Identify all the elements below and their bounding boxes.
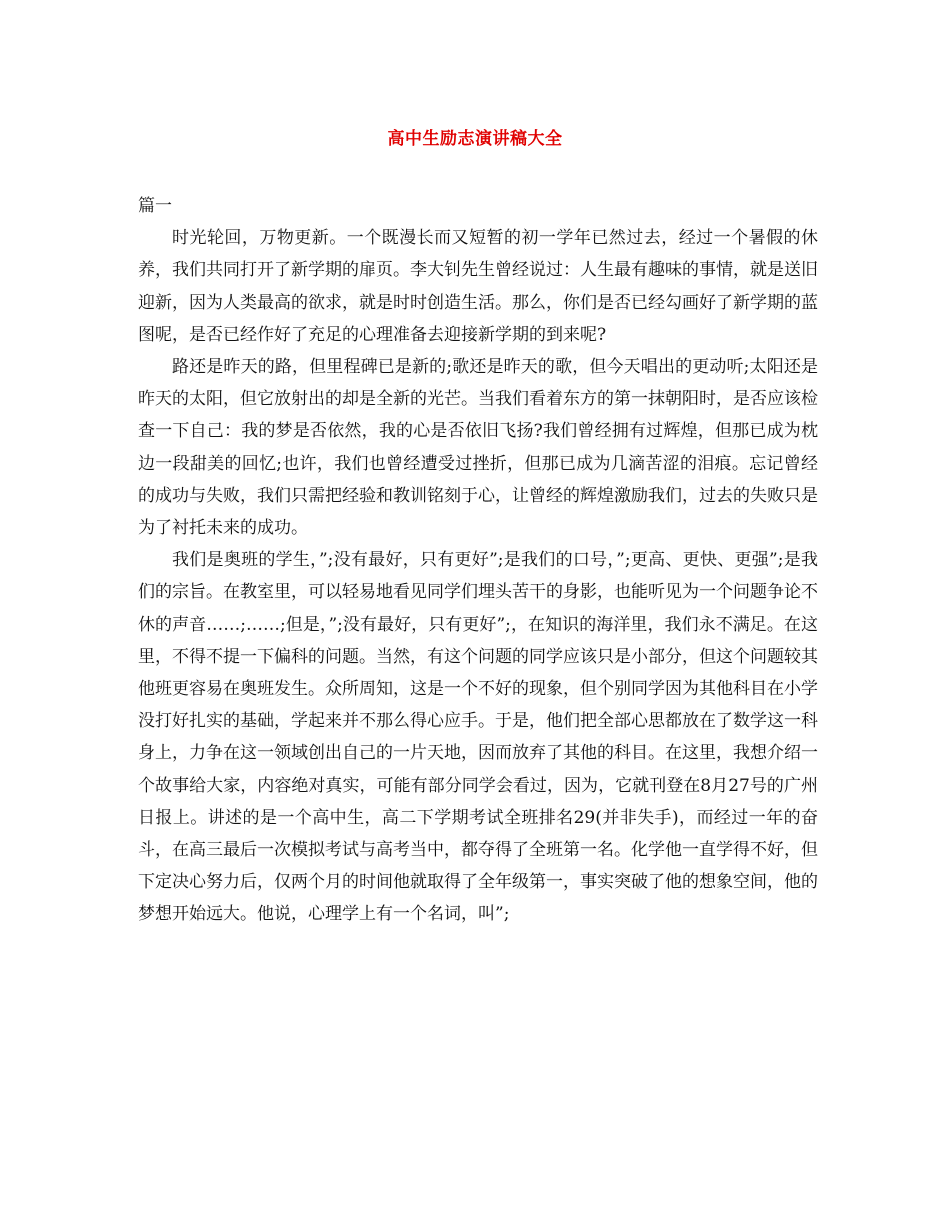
section-label: 篇一 <box>138 196 172 216</box>
document-body <box>138 190 818 931</box>
document-title: 高中生励志演讲稿大全 <box>387 129 563 149</box>
paragraph-1: 时光轮回，万物更新。一个既漫长而又短暂的初一学年已然过去，经过一个暑假的休养，我们共同打开了新学期的扉页。李大钊先生曾经说过：人生最有趣味的事情，就是送旧迎新，因为人类最高的欲求，就是时时创造生活。那么，你们是否已经勾画好了新学期的蓝图呢，是否已经作好了充足的心理准备去迎接新学期的到来呢? <box>138 228 818 345</box>
paragraph-2: 路还是昨天的路，但里程碑已是新的;歌还是昨天的歌，但今天唱出的更动听;太阳还是昨天的太阳，但它放射出的却是全新的光芒。当我们看着东方的第一抹朝阳时，是否应该检查一下自己：我的梦是否依然，我的心是否依旧飞扬?我们曾经拥有过辉煌，但那已成为枕边一段甜美的回忆;也许，我们也曾经遭受过挫折，但那已成为几滴苦涩的泪痕。忘记曾经的成功与失败，我们只需把经验和教训铭刻于心，让曾经的辉煌激励我们，过去的失败只是为了衬托未来的成功。 <box>138 357 818 539</box>
paragraph-3: 我们是奥班的学生，”;没有最好，只有更好”;是我们的口号，”;更高、更快、更强”;是我们的宗旨。在教室里，可以轻易地看见同学们埋头苦干的身影，也能听见为一个问题争论不休的声音……;……;但是，”;没有最好，只有更好”;，在知识的海洋里，我们永不满足。在这里，不得不提一下偏科的问题。当然，有这个问题的同学应该只是小部分，但这个问题较其他班更容易在奥班发生。众所周知，这是一个不好的现象，但个别同学因为其他科目在小学没打好扎实的基础，学起来并不那么得心应手。于是，他们把全部心思都放在了数学这一科身上，力争在这一领域创出自己的一片天地，因而放弃了其他的科目。在这里，我想介绍一个故事给大家，内容绝对真实，可能有部分同学会看过，因为，它就刊登在8月27号的广州日报上。讲述的是一个高中生，高二下学期考试全班排名29(并非失手)，而经过一年的奋斗，在高三最后一次模拟考试与高考当中，都夺得了全班第一名。化学他一直学得不好，但下定决心努力后，仅两个月的时间他就取得了全年级第一，事实突破了他的想象空间，他的梦想开始远大。他说，心理学上有一个名词，叫”; <box>138 550 818 925</box>
